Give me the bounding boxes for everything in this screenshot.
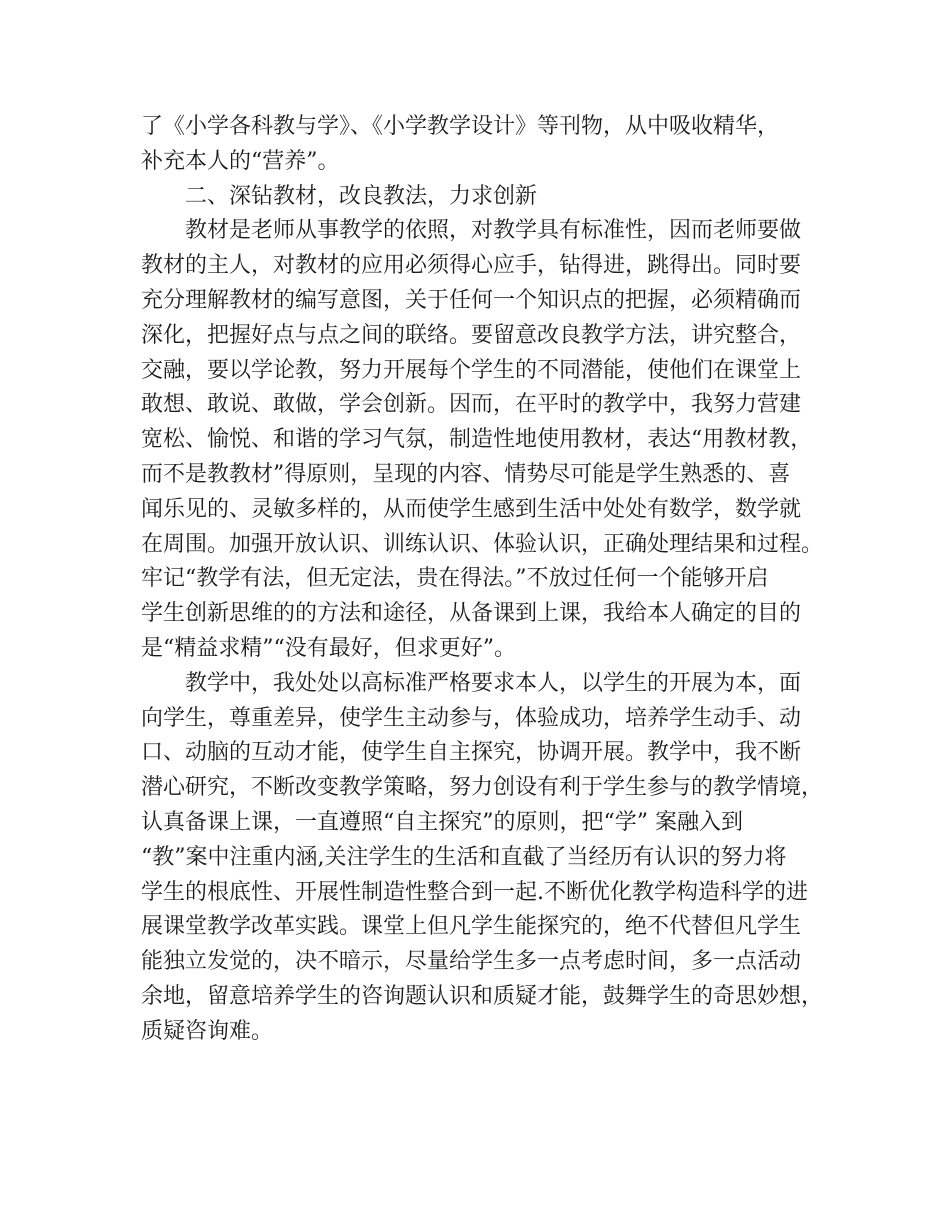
text-line: 余地，留意培养学生的咨询题认识和质疑才能，鼓舞学生的奇思妙想， (141, 983, 824, 1009)
text-line: 了《小学各科教与学》、《小学教学设计》等刊物，从中吸收精华， (141, 114, 780, 139)
text-line: 口、动脑的互动才能，使学生自主探究，协调开展。教学中，我不断 (141, 740, 802, 766)
text-line: 牢记“教学有法，但无定法，贵在得法。”不放过任何一个能够开启 (141, 566, 769, 592)
text-line: 在周围。加强开放认识、训练认识、体验认识，正确处理结果和过程。 (141, 531, 824, 557)
text-line: 是“精益求精”“没有最好，但求更好”。 (141, 635, 516, 661)
text-line: 能独立发觉的，决不暗示，尽量给学生多一点考虑时间，多一点活动 (141, 949, 802, 975)
text-line: 质疑咨询难。 (141, 1018, 274, 1044)
text-line: “教”案中注重内涵,关注学生的生活和直截了当经历有认识的努力将 (141, 844, 787, 870)
text-line: 学生创新思维的的方法和途径，从备课到上课，我给本人确定的目的 (141, 601, 802, 627)
document-body (141, 110, 831, 1050)
paragraph-first-line: 教材是老师从事教学的依照，对教学具有标准性，因而老师要做 (185, 218, 802, 244)
text-line: 学生的根底性、开展性制造性整合到一起.不断优化教学构造科学的进 (141, 879, 808, 905)
text-line: 交融，要以学论教，努力开展每个学生的不同潜能，使他们在课堂上 (141, 357, 802, 383)
text-line: 潜心研究，不断改变教学策略，努力创设有利于学生参与的教学情境， (141, 775, 824, 801)
text-line: 充分理解教材的编写意图，关于任何一个知识点的把握，必须精确而 (141, 287, 802, 313)
section-heading: 二、深钻教材，改良教法，力求创新 (185, 183, 538, 209)
text-line: 教材的主人，对教材的应用必须得心应手，钻得进，跳得出。同时要 (141, 253, 802, 279)
text-line: 认真备课上课，一直遵照“自主探究”的原则，把“学” 案融入到 (141, 809, 743, 835)
text-line: 闻乐见的、灵敏多样的，从而使学生感到生活中处处有数学，数学就 (141, 496, 802, 522)
text-line: 展课堂教学改革实践。课堂上但凡学生能探究的，绝不代替但凡学生 (141, 914, 802, 940)
text-line: 而不是教教材”得原则，呈现的内容、情势尽可能是学生熟悉的、喜 (141, 461, 791, 487)
paragraph-first-line: 教学中，我处处以高标准严格要求本人，以学生的开展为本，面 (185, 670, 802, 696)
text-line: 宽松、愉悦、和谐的学习气氛，制造性地使用教材，表达“用教材教， (141, 427, 813, 453)
text-line: 深化，把握好点与点之间的联络。要留意改良教学方法，讲究整合， (141, 322, 802, 348)
text-line: 向学生，尊重差异，使学生主动参与，体验成功，培养学生动手、动 (141, 705, 802, 731)
text-line: 敢想、敢说、敢做，学会创新。因而，在平时的教学中，我努力营建 (141, 392, 802, 418)
text-line: 补充本人的“营养”。 (141, 148, 340, 174)
